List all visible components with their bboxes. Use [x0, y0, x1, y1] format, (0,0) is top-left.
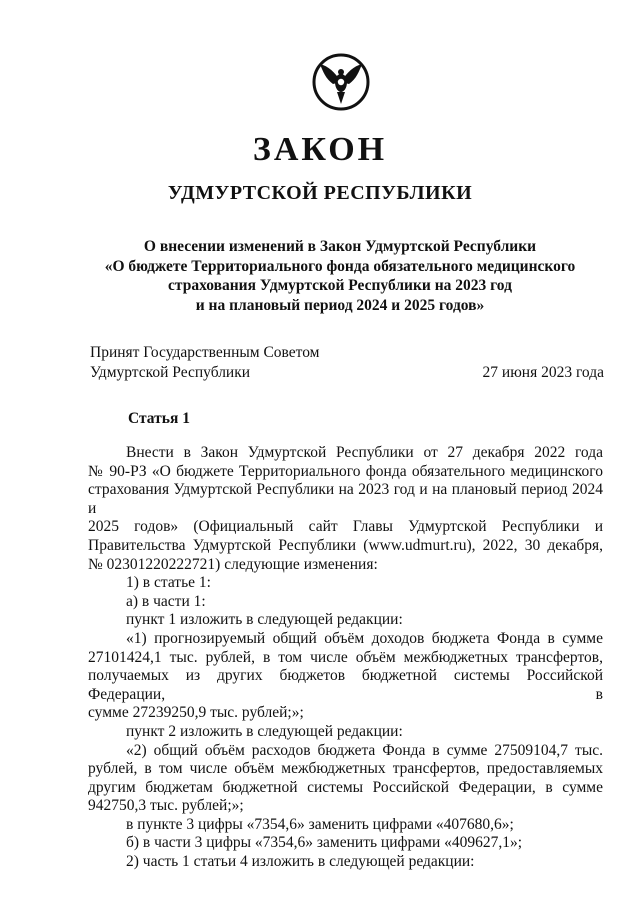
udmurt-emblem-icon	[311, 52, 371, 112]
text-line: другим бюджетам бюджетной системы Российской Федерации, в сумме	[88, 778, 603, 796]
text-line: 27101424,1 тыс. рублей, в том числе объём межбюджетных трансфертов,	[88, 648, 603, 666]
list-item: пункт 2 изложить в следующей редакции:	[126, 722, 403, 740]
law-heading	[60, 237, 620, 315]
adopted-by-line2: Удмуртской Республики	[90, 363, 251, 381]
heading-line: «О бюджете Территориального фонда обязательного медицинского	[104, 257, 576, 275]
article-body	[88, 444, 603, 872]
text-line: «2) общий объём расходов бюджета Фонда в сумме 27509104,7 тыс.	[126, 741, 603, 759]
list-item: пункт 1 изложить в следующей редакции:	[126, 611, 403, 629]
text-line: «1) прогнозируемый общий объём доходов бюджета Фонда в сумме	[126, 629, 603, 647]
list-item: в пункте 3 цифры «7354,6» заменить цифрами «407680,6»;	[126, 815, 514, 833]
text-line: № 02301220222721) следующие изменения:	[88, 555, 378, 573]
text-line: № 90-РЗ «О бюджете Территориального фонда обязательного медицинского	[88, 462, 603, 480]
adoption-date: 27 июня 2023 года	[482, 363, 604, 381]
heading-line: страхования Удмуртской Республики на 2023 год	[168, 277, 512, 294]
text-line: Правительства Удмуртской Республики (www.udmurt.ru), 2022, 30 декабря,	[88, 536, 603, 554]
text-line: рублей, в том числе объём межбюджетных трансфертов, предоставляемых	[88, 760, 603, 778]
list-item: б) в части 3 цифры «7354,6» заменить цифрами «409627,1»;	[126, 834, 523, 852]
text-line: 2025 годов» (Официальный сайт Главы Удмуртской Республики и	[88, 518, 603, 536]
document-title: ЗАКОН	[252, 131, 388, 168]
heading-line: О внесении изменений в Закон Удмуртской Республики	[143, 238, 537, 255]
adopted-by-line1: Принят Государственным Советом	[90, 344, 320, 361]
list-item: 2) часть 1 статьи 4 изложить в следующей редакции:	[126, 853, 475, 871]
document-subtitle: УДМУРТСКОЙ РЕСПУБЛИКИ	[167, 182, 473, 204]
text-line: Внести в Закон Удмуртской Республики от 27 декабря 2022 года	[126, 444, 603, 461]
list-item: а) в части 1:	[126, 592, 206, 610]
text-line: 942750,3 тыс. рублей;»;	[88, 797, 244, 815]
article-heading: Статья 1	[128, 410, 190, 427]
text-line: страхования Удмуртской Республики на 2023 год и на плановый период 2024 и	[88, 481, 603, 517]
adoption-block	[90, 343, 620, 382]
text-line: получаемых из других бюджетов бюджетной системы Российской Федерации, в	[88, 667, 603, 703]
heading-line: и на плановый период 2024 и 2025 годов»	[195, 296, 485, 314]
text-line: сумме 27239250,9 тыс. рублей;»;	[88, 704, 304, 722]
list-item: 1) в статье 1:	[126, 574, 211, 592]
